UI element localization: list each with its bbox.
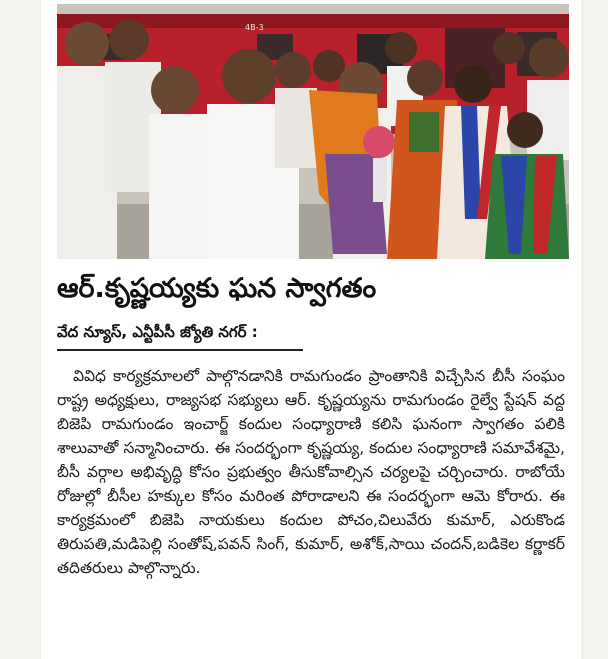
newspaper-clipping — [41, 0, 581, 659]
article-body: వివిధ కార్యక్రమాలలో పాల్గొనడానికి రామగుండం ప్రాంతానికి విచ్చేసిన బీసీ సంఘం రాష్ట్ర అధ్యక్షులు, రాజ్యసభ సభ్యులు ఆర్. కృష్ణయ్యను రామగుండం రైల్వే స్టేషన్ వద్ద బిజెపి రామగుండం ఇంచార్జ్ కందుల సంధ్యారాణి కలిసి ఘనంగా స్వాగతం పలికి శాలువాతో సన్మానించారు. ఈ సందర్భంగా కృష్ణయ్య, కందుల సంధ్యారాణి సమావేశమై, బీసీ వర్గాల అభివృద్ధి కోసం ప్రభుత్వం తీసుకోవాల్సిన చర్యలపై చర్చించారు. రాబోయే రోజుల్లో బీసీల హక్కుల కోసం మరింత పోరాడాలని ఈ సందర్భంగా ఆమె కోరారు. ఈ కార్యక్రమంలో బిజెపి నాయకులు కందుల పోచం,చిలువేరు కుమార్, ఎరుకొండ తిరుపతి,మడిపెల్లి సంతోష్,పవన్ సింగ్, కుమార్, అశోక్,సాయి చందన్,బడికెల కర్ణాకర్ తదితరులు పాల్గొన్నారు. — [57, 367, 565, 577]
headline: ఆర్.కృష్ణయ్యకు ఘన స్వాగతం — [57, 273, 377, 304]
byline: వేద న్యూస్, ఎన్టీపీసీ జ్యోతి నగర్ : — [57, 323, 258, 341]
news-photo — [57, 4, 569, 259]
train-number-label: 4B-3 — [245, 23, 264, 32]
byline-underline — [57, 349, 303, 351]
